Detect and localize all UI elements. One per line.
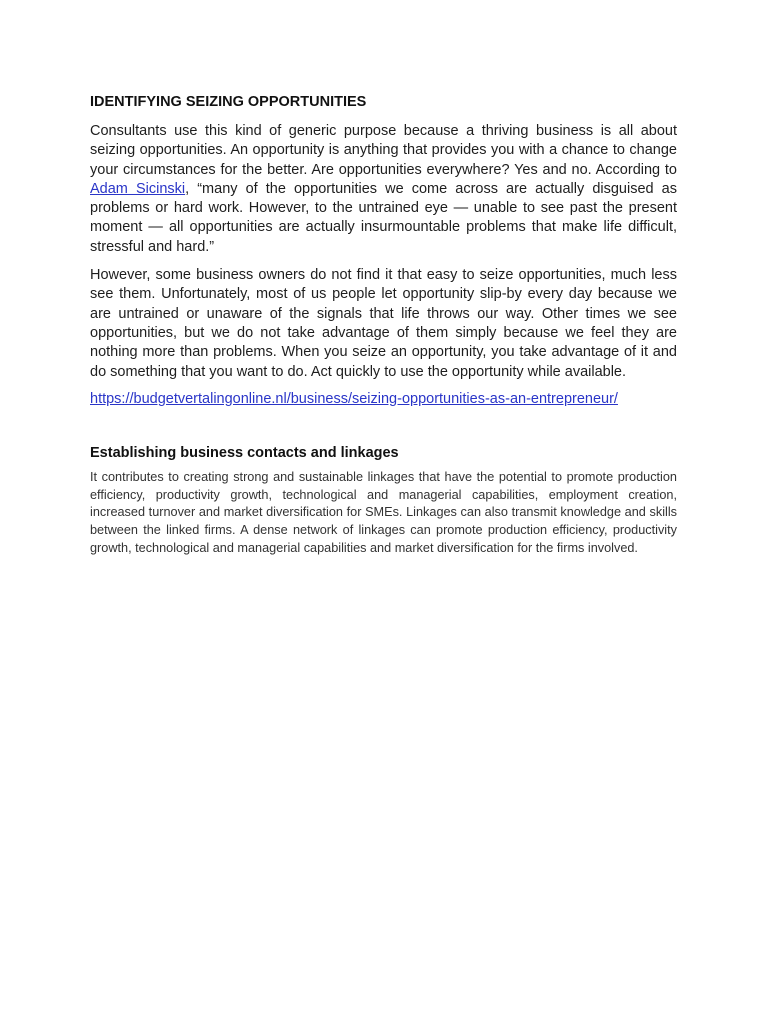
section-title-business-contacts: Establishing business contacts and linkages bbox=[90, 444, 399, 461]
linkages-paragraph: It contributes to creating strong and sustainable linkages that have the potential to promote production efficiency, productivity growth, technological and managerial capabilities, employment creation, increased turnover and market diversification for SMEs. Linkages can also transmit knowledge and skills between the linked firms. A dense network of linkages can promote production efficiency, productivity growth, technological and managerial capabilities and market diversification for the firms involved. bbox=[90, 469, 677, 556]
intro-text-after-link: , “many of the opportunities we come across are actually disguised as problems or hard work. However, to the untrained eye — unable to see past the present moment — all opportunities are actually insurmountable problems that make life difficult, stressful and hard.” bbox=[90, 180, 677, 255]
intro-paragraph bbox=[90, 122, 677, 257]
second-paragraph: However, some business owners do not find it that easy to seize opportunities, much less see them. Unfortunately, most of us people let opportunity slip-by every day because we are untrained or unaware of the signals that life throws our way. Other times we see opportunities, but we do not take advantage of them simply because we feel they are nothing more than problems. When you seize an opportunity, you take advantage of it and do something that you want to do. Act quickly to use the opportunity while available. bbox=[90, 267, 677, 380]
source-url-line bbox=[90, 390, 677, 409]
section-title-seizing-opportunities: IDENTIFYING SEIZING OPPORTUNITIES bbox=[90, 94, 367, 110]
source-url-link[interactable]: https://budgetvertalingonline.nl/business/seizing-opportunities-as-an-entrepreneur/ bbox=[90, 390, 618, 407]
intro-text-before-link: Consultants use this kind of generic purpose because a thriving business is all about seizing opportunities. An opportunity is anything that provides you with a chance to change your circumstances for the better. Are opportunities everywhere? Yes and no. According to bbox=[90, 123, 677, 178]
author-link[interactable]: Adam Sicinski bbox=[90, 180, 186, 197]
document-page bbox=[90, 92, 677, 558]
